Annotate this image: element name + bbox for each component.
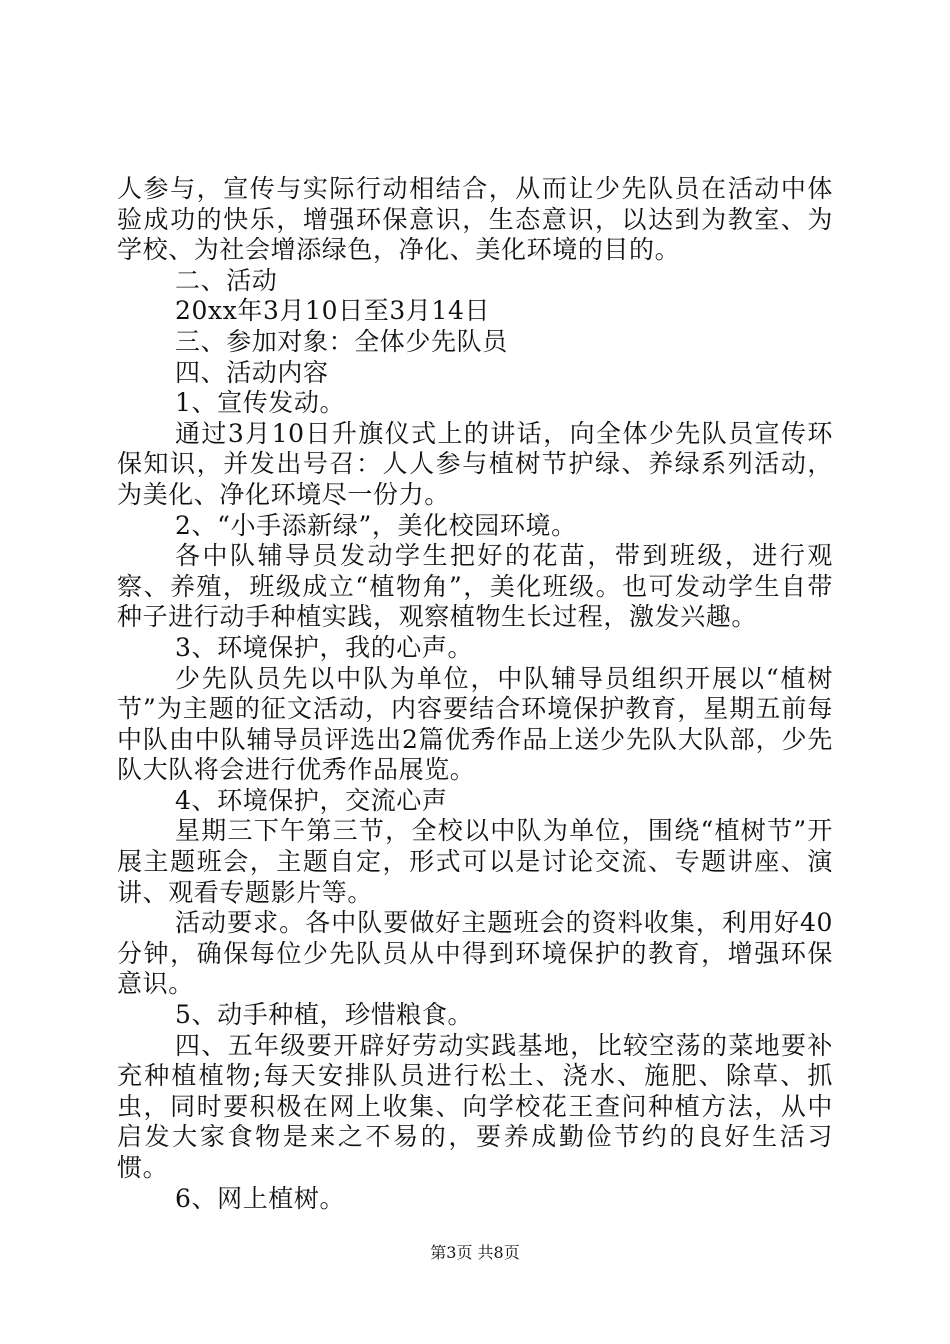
- paragraph: 四、活动内容: [175, 357, 329, 387]
- paragraph: 6、网上植树。: [175, 1183, 346, 1213]
- document-body: [117, 174, 833, 1214]
- paragraph: 4、环境保护，交流心声: [175, 785, 448, 815]
- paragraph: 四、五年级要开辟好劳动实践基地，比较空荡的菜地要补充种植植物;每天安排队员进行松土、浇水、施肥、除草、抓虫，同时要积极在网上收集、向学校花王查问种植方法，从中启发大家食物是来之不易的，要养成勤俭节约的良好生活习惯。: [117, 1030, 833, 1182]
- paragraph: 20xx年3月10日至3月14日: [175, 296, 491, 326]
- paragraph: 人参与，宣传与实际行动相结合，从而让少先队员在活动中体验成功的快乐，增强环保意识，生态意识，以达到为教室、为学校、为社会增添绿色，净化、美化环境的目的。: [117, 174, 833, 265]
- paragraph: 5、动手种植，珍惜粮食。: [175, 1000, 474, 1030]
- paragraph: 星期三下午第三节，全校以中队为单位，围绕“植树节”开展主题班会，主题自定，形式可以是讨论交流、专题讲座、演讲、观看专题影片等。: [117, 816, 833, 907]
- paragraph: 二、活动: [175, 265, 278, 295]
- paragraph: 各中队辅导员发动学生把好的花苗，带到班级，进行观察、养殖，班级成立“植物角”，美化班级。也可发动学生自带种子进行动手种植实践，观察植物生长过程，激发兴趣。: [117, 541, 833, 632]
- paragraph: 少先队员先以中队为单位，中队辅导员组织开展以“植树节”为主题的征文活动，内容要结合环境保护教育，星期五前每中队由中队辅导员评选出2篇优秀作品上送少先队大队部，少先队大队将会进行优秀作品展览。: [117, 663, 833, 785]
- paragraph: 3、环境保护，我的心声。: [175, 632, 474, 662]
- paragraph: 三、参加对象：全体少先队员: [175, 326, 508, 356]
- paragraph: 活动要求。各中队要做好主题班会的资料收集，利用好40分钟，确保每位少先队员从中得到环境保护的教育，增强环保意识。: [117, 908, 833, 999]
- paragraph: 1、宣传发动。: [175, 388, 346, 418]
- paragraph: 通过3月10日升旗仪式上的讲话，向全体少先队员宣传环保知识，并发出号召：人人参与植树节护绿、养绿系列活动，为美化、净化环境尽一份力。: [117, 418, 833, 509]
- paragraph: 2、“小手添新绿”，美化校园环境。: [175, 510, 577, 540]
- page-footer: 第3页 共8页: [430, 1243, 520, 1262]
